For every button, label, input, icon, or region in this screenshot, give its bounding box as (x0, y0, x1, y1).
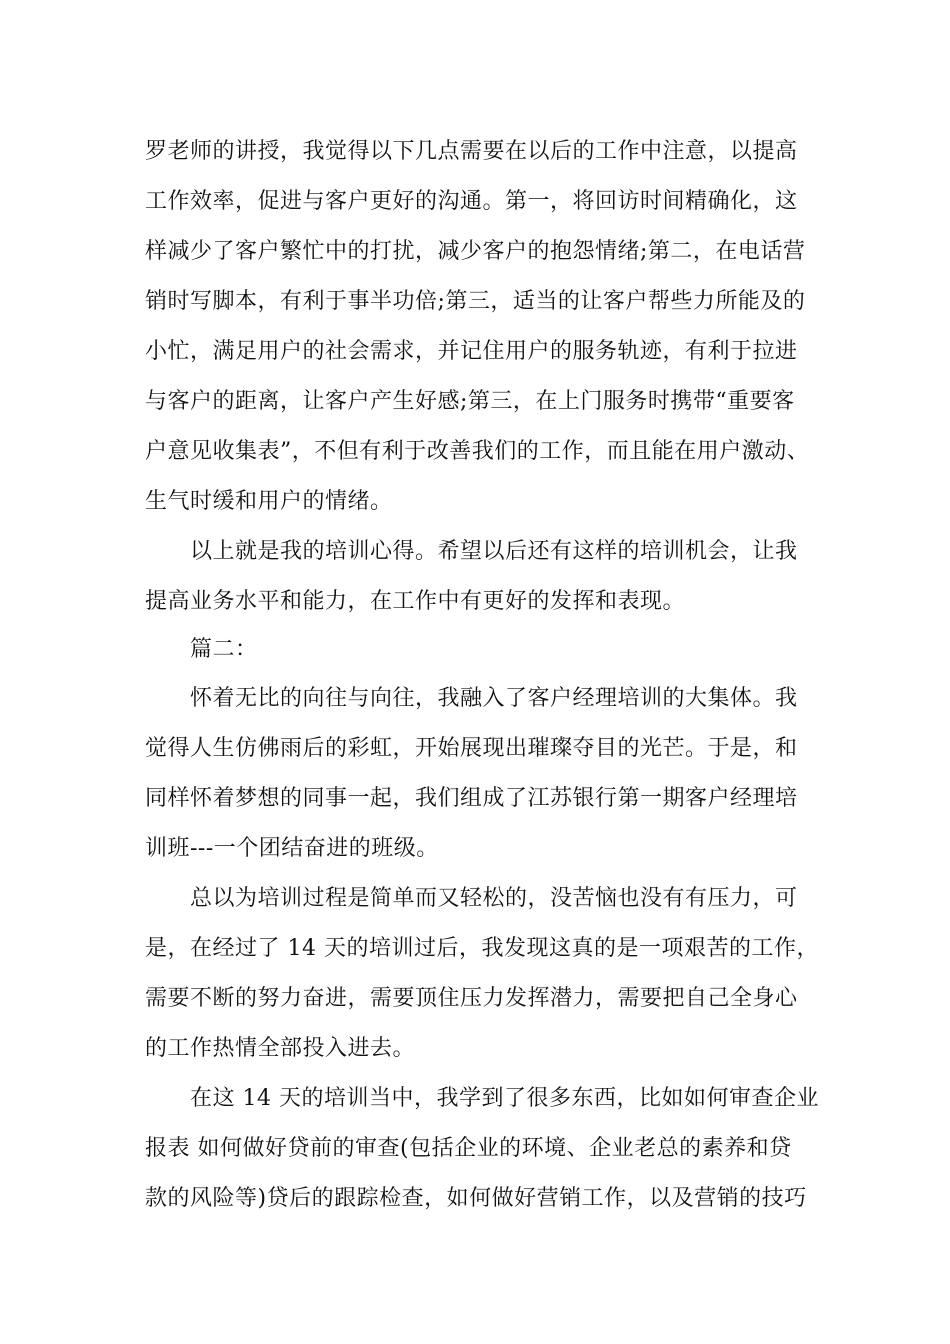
text-line: 是，在经过了 14 天的培训过后，我发现这真的是一项艰苦的工作， (145, 936, 819, 961)
section-heading: 篇二： (190, 637, 258, 662)
text-line: 觉得人生仿佛雨后的彩虹，开始展现出璀璨夺目的光芒。于是，和 (145, 736, 798, 761)
text-line: 款的风险等)贷后的跟踪检查，如何做好营销工作，以及营销的技巧 (145, 1186, 807, 1211)
text-line: 怀着无比的向往与向往，我融入了客户经理培训的大集体。我 (190, 686, 798, 711)
text-line: 同样怀着梦想的同事一起，我们组成了江苏银行第一期客户经理培 (145, 786, 798, 811)
text-line: 报表 如何做好贷前的审查(包括企业的环境、企业老总的素养和贷 (145, 1136, 792, 1161)
text-line: 罗老师的讲授，我觉得以下几点需要在以后的工作中注意，以提高 (145, 139, 798, 164)
text-line: 样减少了客户繁忙中的打扰，减少客户的抱怨情绪;第二，在电话营 (145, 239, 806, 264)
text-line: 销时写脚本，有利于事半功倍;第三，适当的让客户帮些力所能及的 (145, 289, 806, 314)
text-line: 提高业务水平和能力，在工作中有更好的发挥和表现。 (145, 589, 686, 614)
text-line: 与客户的距离，让客户产生好感;第三，在上门服务时携带“重要客 (145, 389, 795, 414)
text-line: 以上就是我的培训心得。希望以后还有这样的培训机会，让我 (190, 539, 798, 564)
text-line: 小忙，满足用户的社会需求，并记住用户的服务轨迹，有利于拉进 (145, 339, 798, 364)
text-line: 需要不断的努力奋进，需要顶住压力发挥潜力，需要把自己全身心 (145, 986, 798, 1011)
text-line: 工作效率，促进与客户更好的沟通。第一，将回访时间精确化，这 (145, 189, 798, 214)
text-line: 的工作热情全部投入进去。 (145, 1036, 416, 1061)
text-line: 总以为培训过程是简单而又轻松的，没苦恼也没有有压力，可 (190, 886, 798, 911)
text-line: 户意见收集表”，不但有利于改善我们的工作，而且能在用户激动、 (145, 439, 810, 464)
text-line: 训班---一个团结奋进的班级。 (145, 836, 439, 861)
text-line: 生气时缓和用户的情绪。 (145, 489, 393, 514)
text-line: 在这 14 天的培训当中，我学到了很多东西，比如如何审查企业 (190, 1086, 819, 1111)
